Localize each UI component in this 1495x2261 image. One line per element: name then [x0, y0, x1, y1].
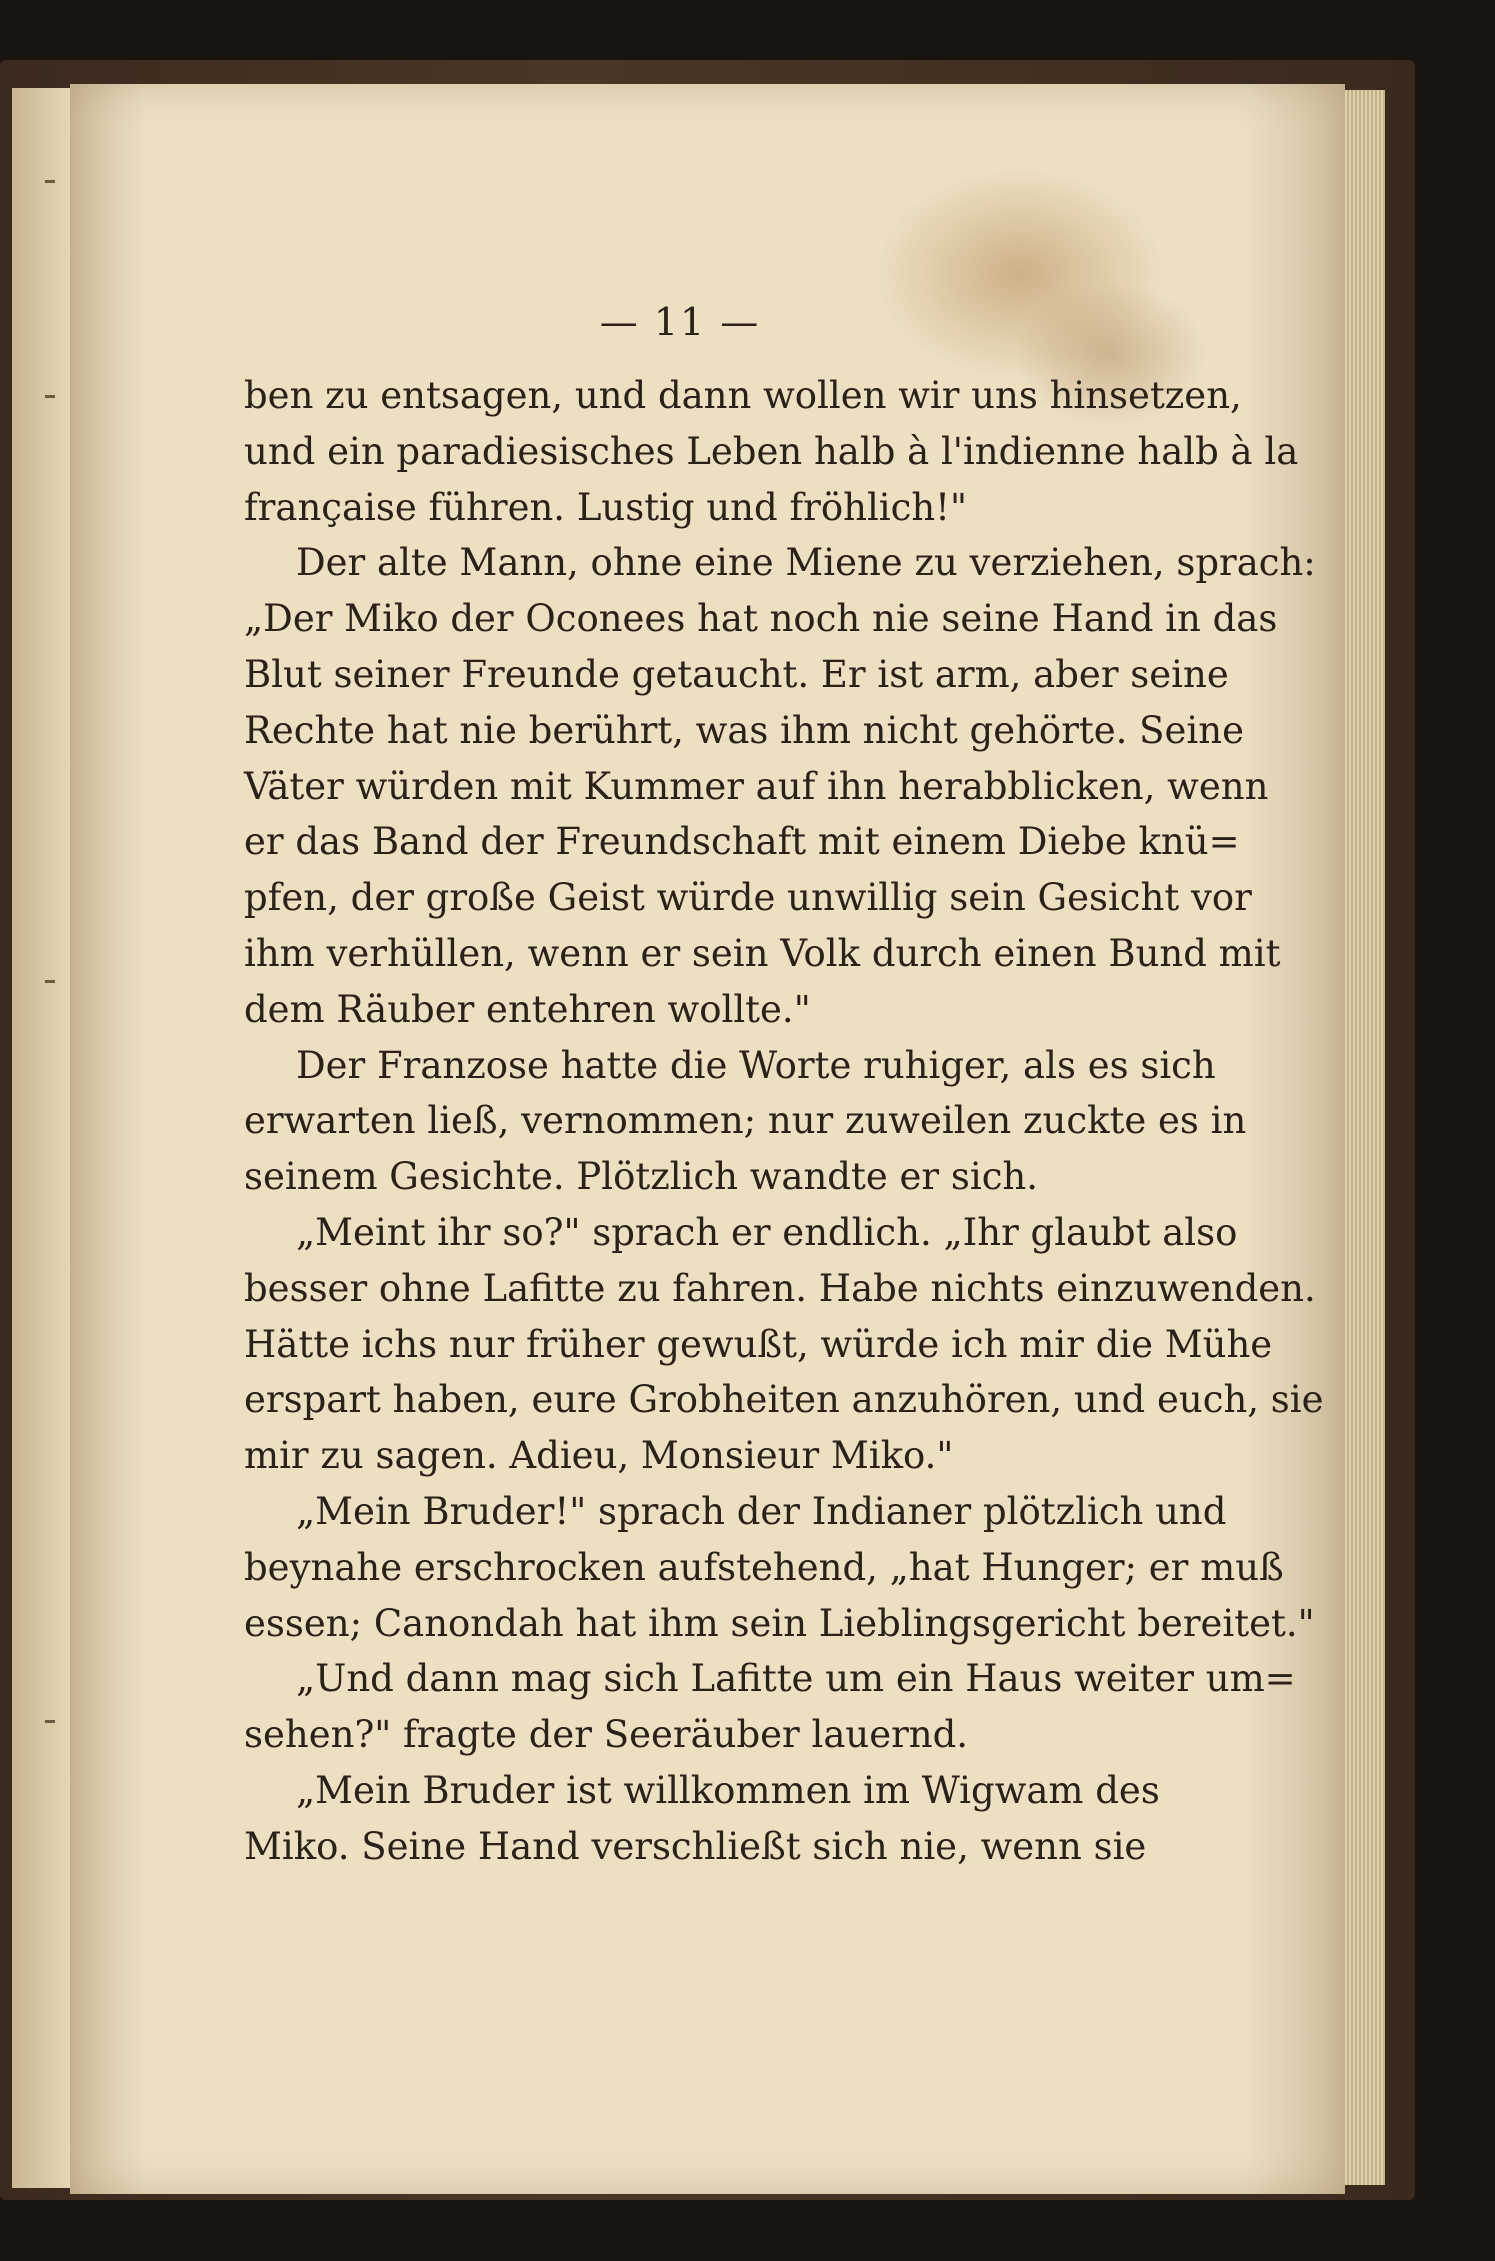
margin-mark [45, 980, 55, 983]
text-line: pfen, der große Geist würde unwillig sein Gesicht vor [244, 876, 1252, 920]
text-line: dem Räuber entehren wollte." [244, 987, 811, 1031]
text-line: Der alte Mann, ohne eine Miene zu verziehen, sprach: [296, 541, 1316, 585]
page-number: — 11 — [599, 300, 761, 344]
page-text [244, 368, 1324, 1875]
text-line: erspart haben, eure Grobheiten anzuhören, und euch, sie [244, 1378, 1324, 1422]
text-line: mir zu sagen. Adieu, Monsieur Miko." [244, 1434, 954, 1478]
text-line: Miko. Seine Hand verschließt sich nie, wenn sie [244, 1824, 1147, 1868]
text-line: Der Franzose hatte die Worte ruhiger, als es sich [296, 1043, 1216, 1087]
text-line: beynahe erschrocken aufstehend, „hat Hunger; er muß [244, 1545, 1284, 1589]
page-stack-edge [1345, 90, 1385, 2185]
margin-mark [45, 395, 55, 398]
text-line: er das Band der Freundschaft mit einem Diebe knü= [244, 820, 1240, 864]
text-line: Blut seiner Freunde getaucht. Er ist arm, aber seine [244, 652, 1229, 696]
text-line: essen; Canondah hat ihm sein Lieblingsgericht bereitet." [244, 1601, 1315, 1645]
text-line: „Meint ihr so?" sprach er endlich. „Ihr glaubt also [296, 1210, 1238, 1254]
text-line: und ein paradiesisches Leben halb à l'indienne halb à la [244, 429, 1299, 473]
text-line: française führen. Lustig und fröhlich!" [244, 485, 968, 529]
margin-mark [45, 1720, 55, 1723]
text-line: besser ohne Lafitte zu fahren. Habe nichts einzuwenden. [244, 1266, 1316, 1310]
text-line: ihm verhüllen, wenn er sein Volk durch einen Bund mit [244, 931, 1281, 975]
margin-mark [45, 180, 55, 183]
text-line: „Mein Bruder ist willkommen im Wigwam des [296, 1768, 1160, 1812]
text-line: Väter würden mit Kummer auf ihn herabblicken, wenn [244, 764, 1269, 808]
text-line: Hätte ichs nur früher gewußt, würde ich mir die Mühe [244, 1322, 1273, 1366]
text-line: „Und dann mag sich Lafitte um ein Haus weiter um= [296, 1657, 1296, 1701]
text-line: „Der Miko der Oconees hat noch nie seine Hand in das [244, 597, 1278, 641]
text-line: sehen?" fragte der Seeräuber lauernd. [244, 1713, 969, 1757]
text-line: ben zu entsagen, und dann wollen wir uns hinsetzen, [244, 374, 1242, 417]
text-line: erwarten ließ, vernommen; nur zuweilen zuckte es in [244, 1099, 1247, 1143]
text-line: Rechte hat nie berührt, was ihm nicht gehörte. Seine [244, 708, 1244, 752]
left-page-edge [12, 88, 72, 2188]
text-line: „Mein Bruder!" sprach der Indianer plötzlich und [296, 1489, 1227, 1533]
text-line: seinem Gesichte. Plötzlich wandte er sich. [244, 1155, 1039, 1199]
